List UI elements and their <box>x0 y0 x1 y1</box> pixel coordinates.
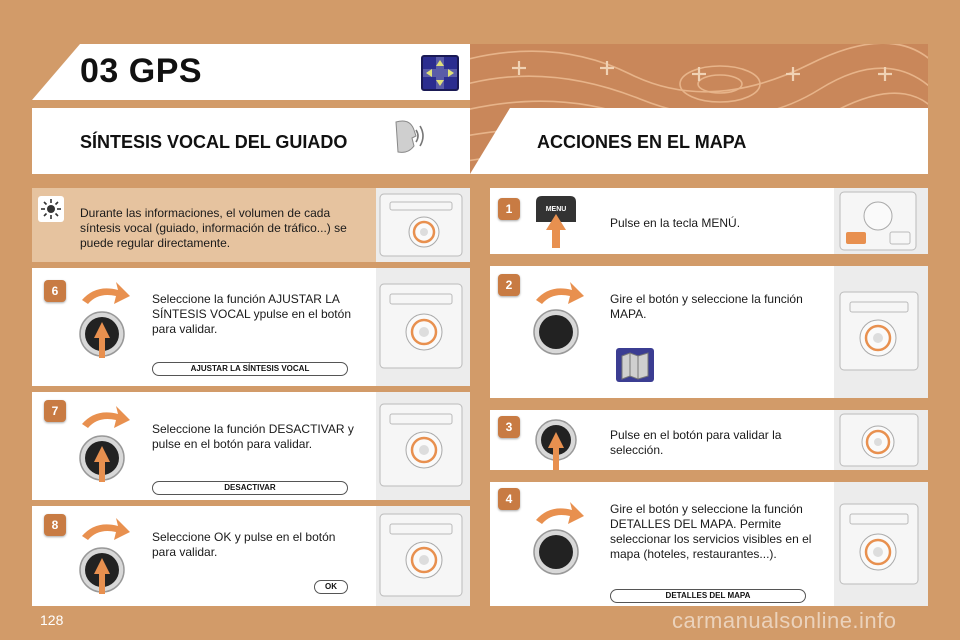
right-section-title: ACCIONES EN EL MAPA <box>537 132 747 152</box>
voice-speaker-icon <box>390 116 430 156</box>
menu-key-press-icon <box>534 196 578 248</box>
step-6-badge: 6 <box>44 280 66 302</box>
info-sun-icon <box>38 196 64 222</box>
info-box-text: Durante las informaciones, el volumen de cada síntesis vocal (guiado, información de tráfico...) se puede regular directamente. <box>80 206 347 250</box>
step-2-image <box>834 266 928 398</box>
step-4-knob-rotate-icon <box>530 500 586 578</box>
step-7-image <box>376 392 470 500</box>
step-8-menu-label: OK <box>314 580 348 594</box>
step-8-badge: 8 <box>44 514 66 536</box>
gps-crossroad-icon <box>421 55 459 91</box>
step-6-text: Seleccione la función AJUSTAR LA SÍNTESIS VOCAL ypulse en el botón para validar. <box>152 292 351 336</box>
step-3-text: Pulse en el botón para validar la selección. <box>610 428 782 457</box>
step-2-badge: 2 <box>498 274 520 296</box>
step-4-image <box>834 482 928 606</box>
step-8-text: Seleccione OK y pulse en el botón para validar. <box>152 530 336 559</box>
step-8-image <box>376 506 470 606</box>
step-4-menu-label: DETALLES DEL MAPA <box>610 589 806 603</box>
map-function-icon <box>616 348 654 382</box>
step-4-text: Gire el botón y seleccione la función DETALLES DEL MAPA. Permite seleccionar los servicios visibles en el mapa (hoteles, restaurantes...). <box>610 502 812 561</box>
step-7-knob-press-icon <box>76 404 132 484</box>
step-4-badge: 4 <box>498 488 520 510</box>
info-box-image <box>376 188 470 262</box>
step-8-knob-press-icon <box>76 516 132 596</box>
step-7-text: Seleccione la función DESACTIVAR y pulse en el botón para validar. <box>152 422 354 451</box>
step-7-badge: 7 <box>44 400 66 422</box>
menu-key-label: MENU <box>545 206 567 213</box>
page-number: 128 <box>40 612 64 628</box>
step-6-image <box>376 268 470 386</box>
step-3-image <box>834 410 928 470</box>
step-3-badge: 3 <box>498 416 520 438</box>
step-2-text: Gire el botón y seleccione la función MAPA. <box>610 292 803 321</box>
step-6-knob-press-icon <box>76 280 132 360</box>
left-section-title: SÍNTESIS VOCAL DEL GUIADO <box>80 132 348 152</box>
step-2-knob-rotate-icon <box>530 280 586 358</box>
step-1-text: Pulse en la tecla MENÚ. <box>610 216 741 230</box>
step-3-knob-press-icon <box>532 418 580 470</box>
step-1-badge: 1 <box>498 198 520 220</box>
step-7-menu-label: DESACTIVAR <box>152 481 348 495</box>
step-6-menu-label: AJUSTAR LA SÍNTESIS VOCAL <box>152 362 348 376</box>
watermark: carmanualsonline.info <box>672 608 897 633</box>
step-1-image <box>834 188 928 254</box>
page-title: 03 GPS <box>80 52 203 90</box>
